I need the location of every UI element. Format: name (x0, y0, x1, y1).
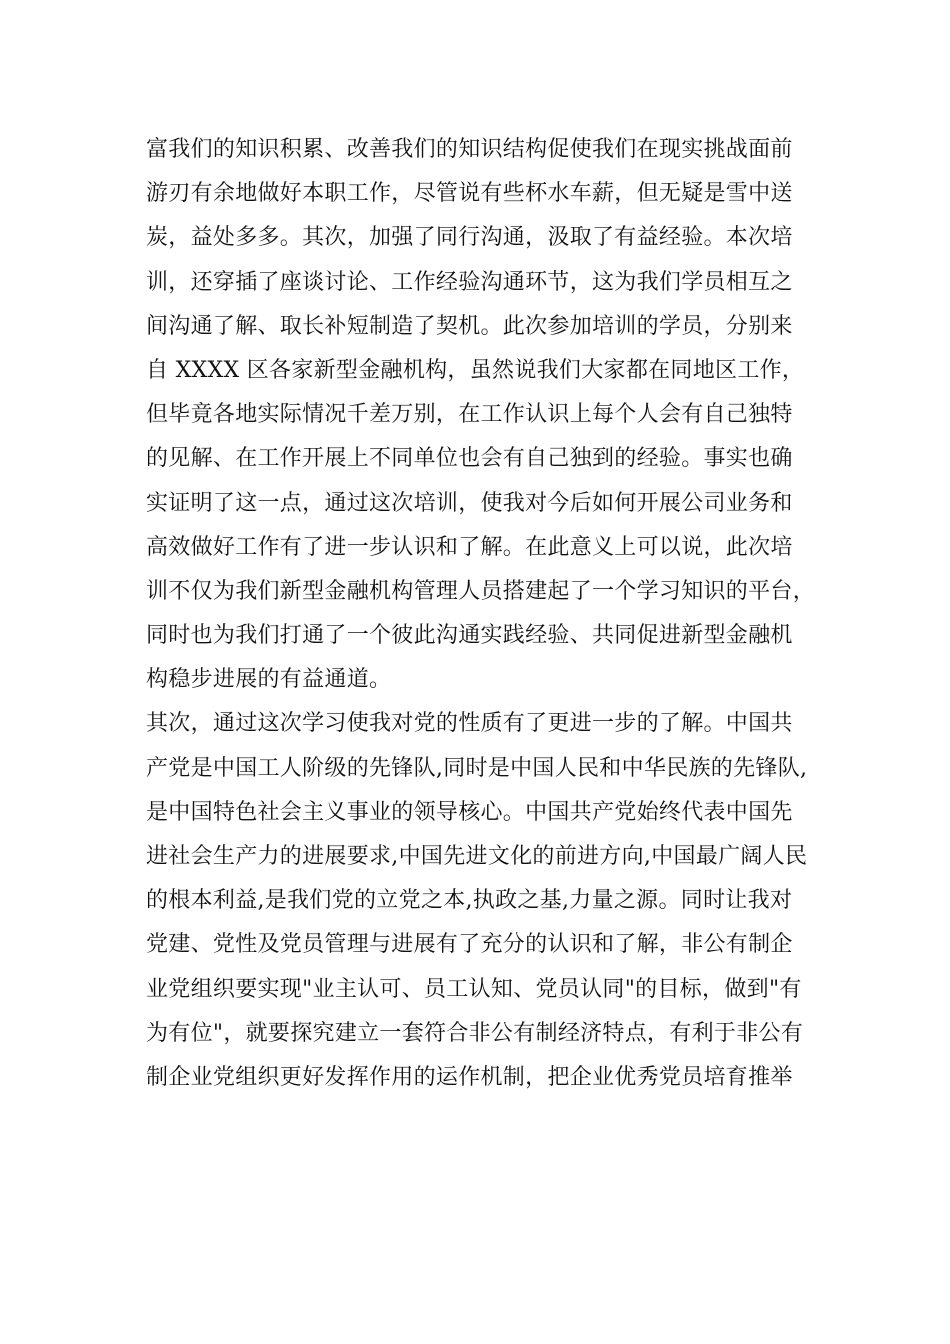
text-line: 但毕竟各地实际情况千差万别，在工作认识上每个人会有自己独特 (146, 402, 793, 428)
text-line: 同时也为我们打通了一个彼此沟通实践经验、共同促进新型金融机 (146, 623, 793, 649)
text-line: 高效做好工作有了进一步认识和了解。在此意义上可以说，此次培 (146, 534, 793, 560)
text-line: 间沟通了解、取长补短制造了契机。此次参加培训的学员，分别来 (146, 313, 793, 339)
text-line: 是中国特色社会主义事业的领导核心。中国共产党始终代表中国先 (146, 799, 793, 825)
text-line: 训不仅为我们新型金融机构管理人员搭建起了一个学习知识的平台， (146, 578, 816, 604)
text-line: 自 XXXX 区各家新型金融机构，虽然说我们大家都在同地区工作， (146, 357, 805, 383)
text-line: 产党是中国工人阶级的先锋队,同时是中国人民和中华民族的先锋队, (146, 755, 808, 781)
text-line: 的根本利益,是我们党的立党之本,执政之基,力量之源。同时让我对 (146, 888, 793, 914)
text-line: 为有位"，就要探究建立一套符合非公有制经济特点，有利于非公有 (146, 1020, 804, 1046)
text-line: 实证明了这一点，通过这次培训，使我对今后如何开展公司业务和 (146, 490, 793, 516)
text-line: 炭，益处多多。其次，加强了同行沟通，汲取了有益经验。本次培 (146, 225, 793, 251)
body-text (146, 128, 818, 1100)
text-line: 构稳步进展的有益通道。 (146, 667, 392, 693)
text-line: 制企业党组织更好发挥作用的运作机制，把企业优秀党员培育推举 (146, 1064, 793, 1090)
text-line: 的见解、在工作开展上不同单位也会有自己独到的经验。事实也确 (146, 446, 793, 472)
text-line: 训，还穿插了座谈讨论、工作经验沟通环节，这为我们学员相互之 (146, 269, 793, 295)
text-line: 游刃有余地做好本职工作，尽管说有些杯水车薪，但无疑是雪中送 (146, 181, 793, 207)
text-line: 业党组织要实现"业主认可、员工认知、党员认同"的目标，做到"有 (146, 976, 802, 1002)
text-line: 其次，通过这次学习使我对党的性质有了更进一步的了解。中国共 (146, 711, 793, 737)
text-line: 党建、党性及党员管理与进展有了充分的认识和了解，非公有制企 (146, 932, 793, 958)
text-line: 富我们的知识积累、改善我们的知识结构促使我们在现实挑战面前 (146, 137, 793, 162)
text-line: 进社会生产力的进展要求,中国先进文化的前进方向,中国最广阔人民 (146, 844, 808, 869)
